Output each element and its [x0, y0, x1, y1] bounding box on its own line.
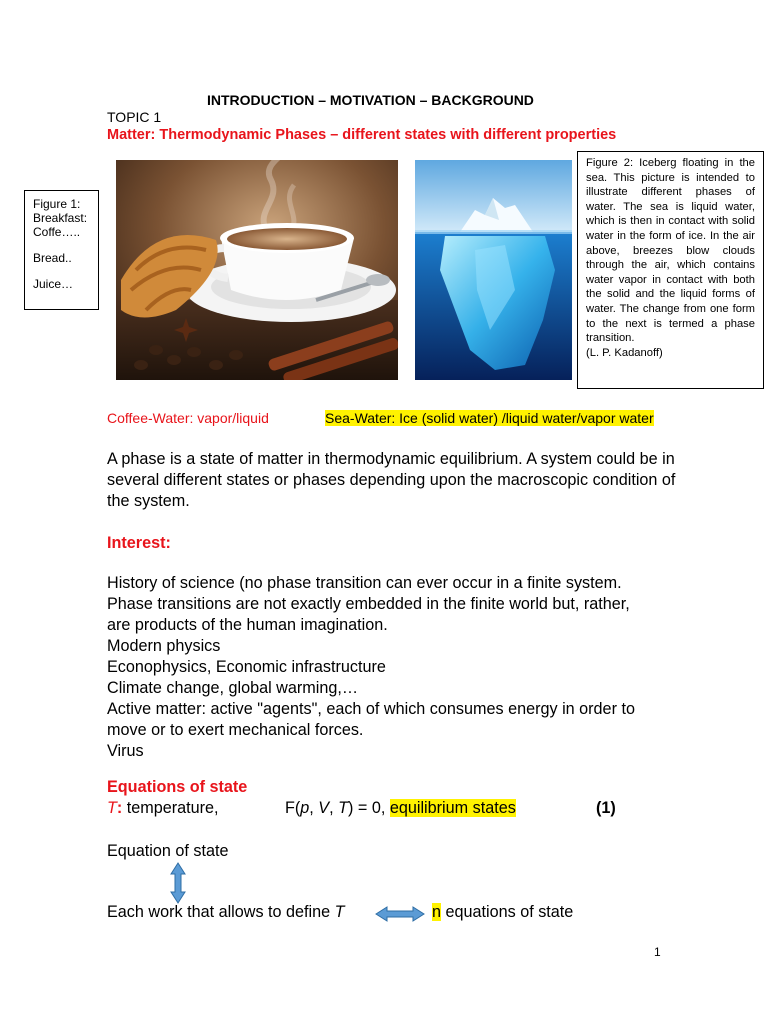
interest-line: are products of the human imagination. [107, 616, 388, 634]
figure2-caption-box [577, 151, 764, 389]
interest-line: Phase transitions are not exactly embedded in the finite world but, rather, [107, 595, 630, 613]
temperature-definition: T: temperature, [107, 799, 219, 817]
sea-caption: Sea-Water: Ice (solid water) /liquid water/vapor water [325, 410, 654, 426]
figure1-item-juice: Juice… [33, 277, 74, 291]
equation-formula: F(p, V, T) = 0, equilibrium states [285, 799, 516, 817]
interest-line: History of science (no phase transition can ever occur in a finite system. [107, 574, 622, 592]
topic-number: TOPIC 1 [107, 109, 162, 125]
interest-line: Econophysics, Economic infrastructure [107, 658, 386, 676]
equilibrium-states-highlight: equilibrium states [389, 799, 516, 817]
double-horizontal-arrow-icon [375, 906, 425, 927]
equation-number: (1) [596, 799, 616, 817]
iceberg-photo [415, 160, 572, 380]
interest-line: move or to exert mechanical forces. [107, 721, 364, 739]
equation-line [107, 799, 627, 821]
interest-line: Climate change, global warming,… [107, 679, 359, 697]
page-title: INTRODUCTION – MOTIVATION – BACKGROUND [207, 92, 534, 108]
figure1-subject: Breakfast: [33, 211, 88, 225]
figure2-text: Figure 2: Iceberg floating in the sea. This picture is intended to illustrate different phases of water. The sea is liquid water, which is then in contact with solid water in the form of ice. In the air above, breezes blow clouds through the air, which contains water vapor in contact with both the solid and the liquid forms of water. The change from one form to the next is termed a phase transition. [586, 157, 755, 345]
interest-line: Modern physics [107, 637, 221, 655]
figure1-item-coffee: Coffe….. [33, 225, 81, 239]
page-number: 1 [654, 945, 661, 959]
equations-heading: Equations of state [107, 778, 248, 796]
topic-title: Matter: Thermodynamic Phases – different states with different properties [107, 127, 617, 143]
figure1-item-bread: Bread.. [33, 251, 72, 265]
interest-list [107, 573, 687, 762]
figure2-credit: (L. P. Kadanoff) [586, 346, 663, 359]
double-vertical-arrow-icon [170, 862, 186, 909]
interest-line: Virus [107, 742, 144, 760]
n-equations-line: n equations of state [432, 903, 574, 921]
interest-line: Active matter: active "agents", each of which consumes energy in order to [107, 700, 635, 718]
figure1-label: Figure 1: [33, 197, 81, 211]
interest-heading: Interest: [107, 534, 171, 552]
each-work-line: Each work that allows to define T [107, 903, 345, 921]
equation-of-state-label: Equation of state [107, 842, 229, 860]
breakfast-photo [116, 160, 398, 380]
phase-definition-paragraph: A phase is a state of matter in thermodynamic equilibrium. A system could be in several different states or phases depending upon the macroscopic condition of the system. [107, 450, 676, 510]
figure1-caption-box [24, 190, 99, 310]
coffee-caption: Coffee-Water: vapor/liquid [107, 410, 269, 426]
